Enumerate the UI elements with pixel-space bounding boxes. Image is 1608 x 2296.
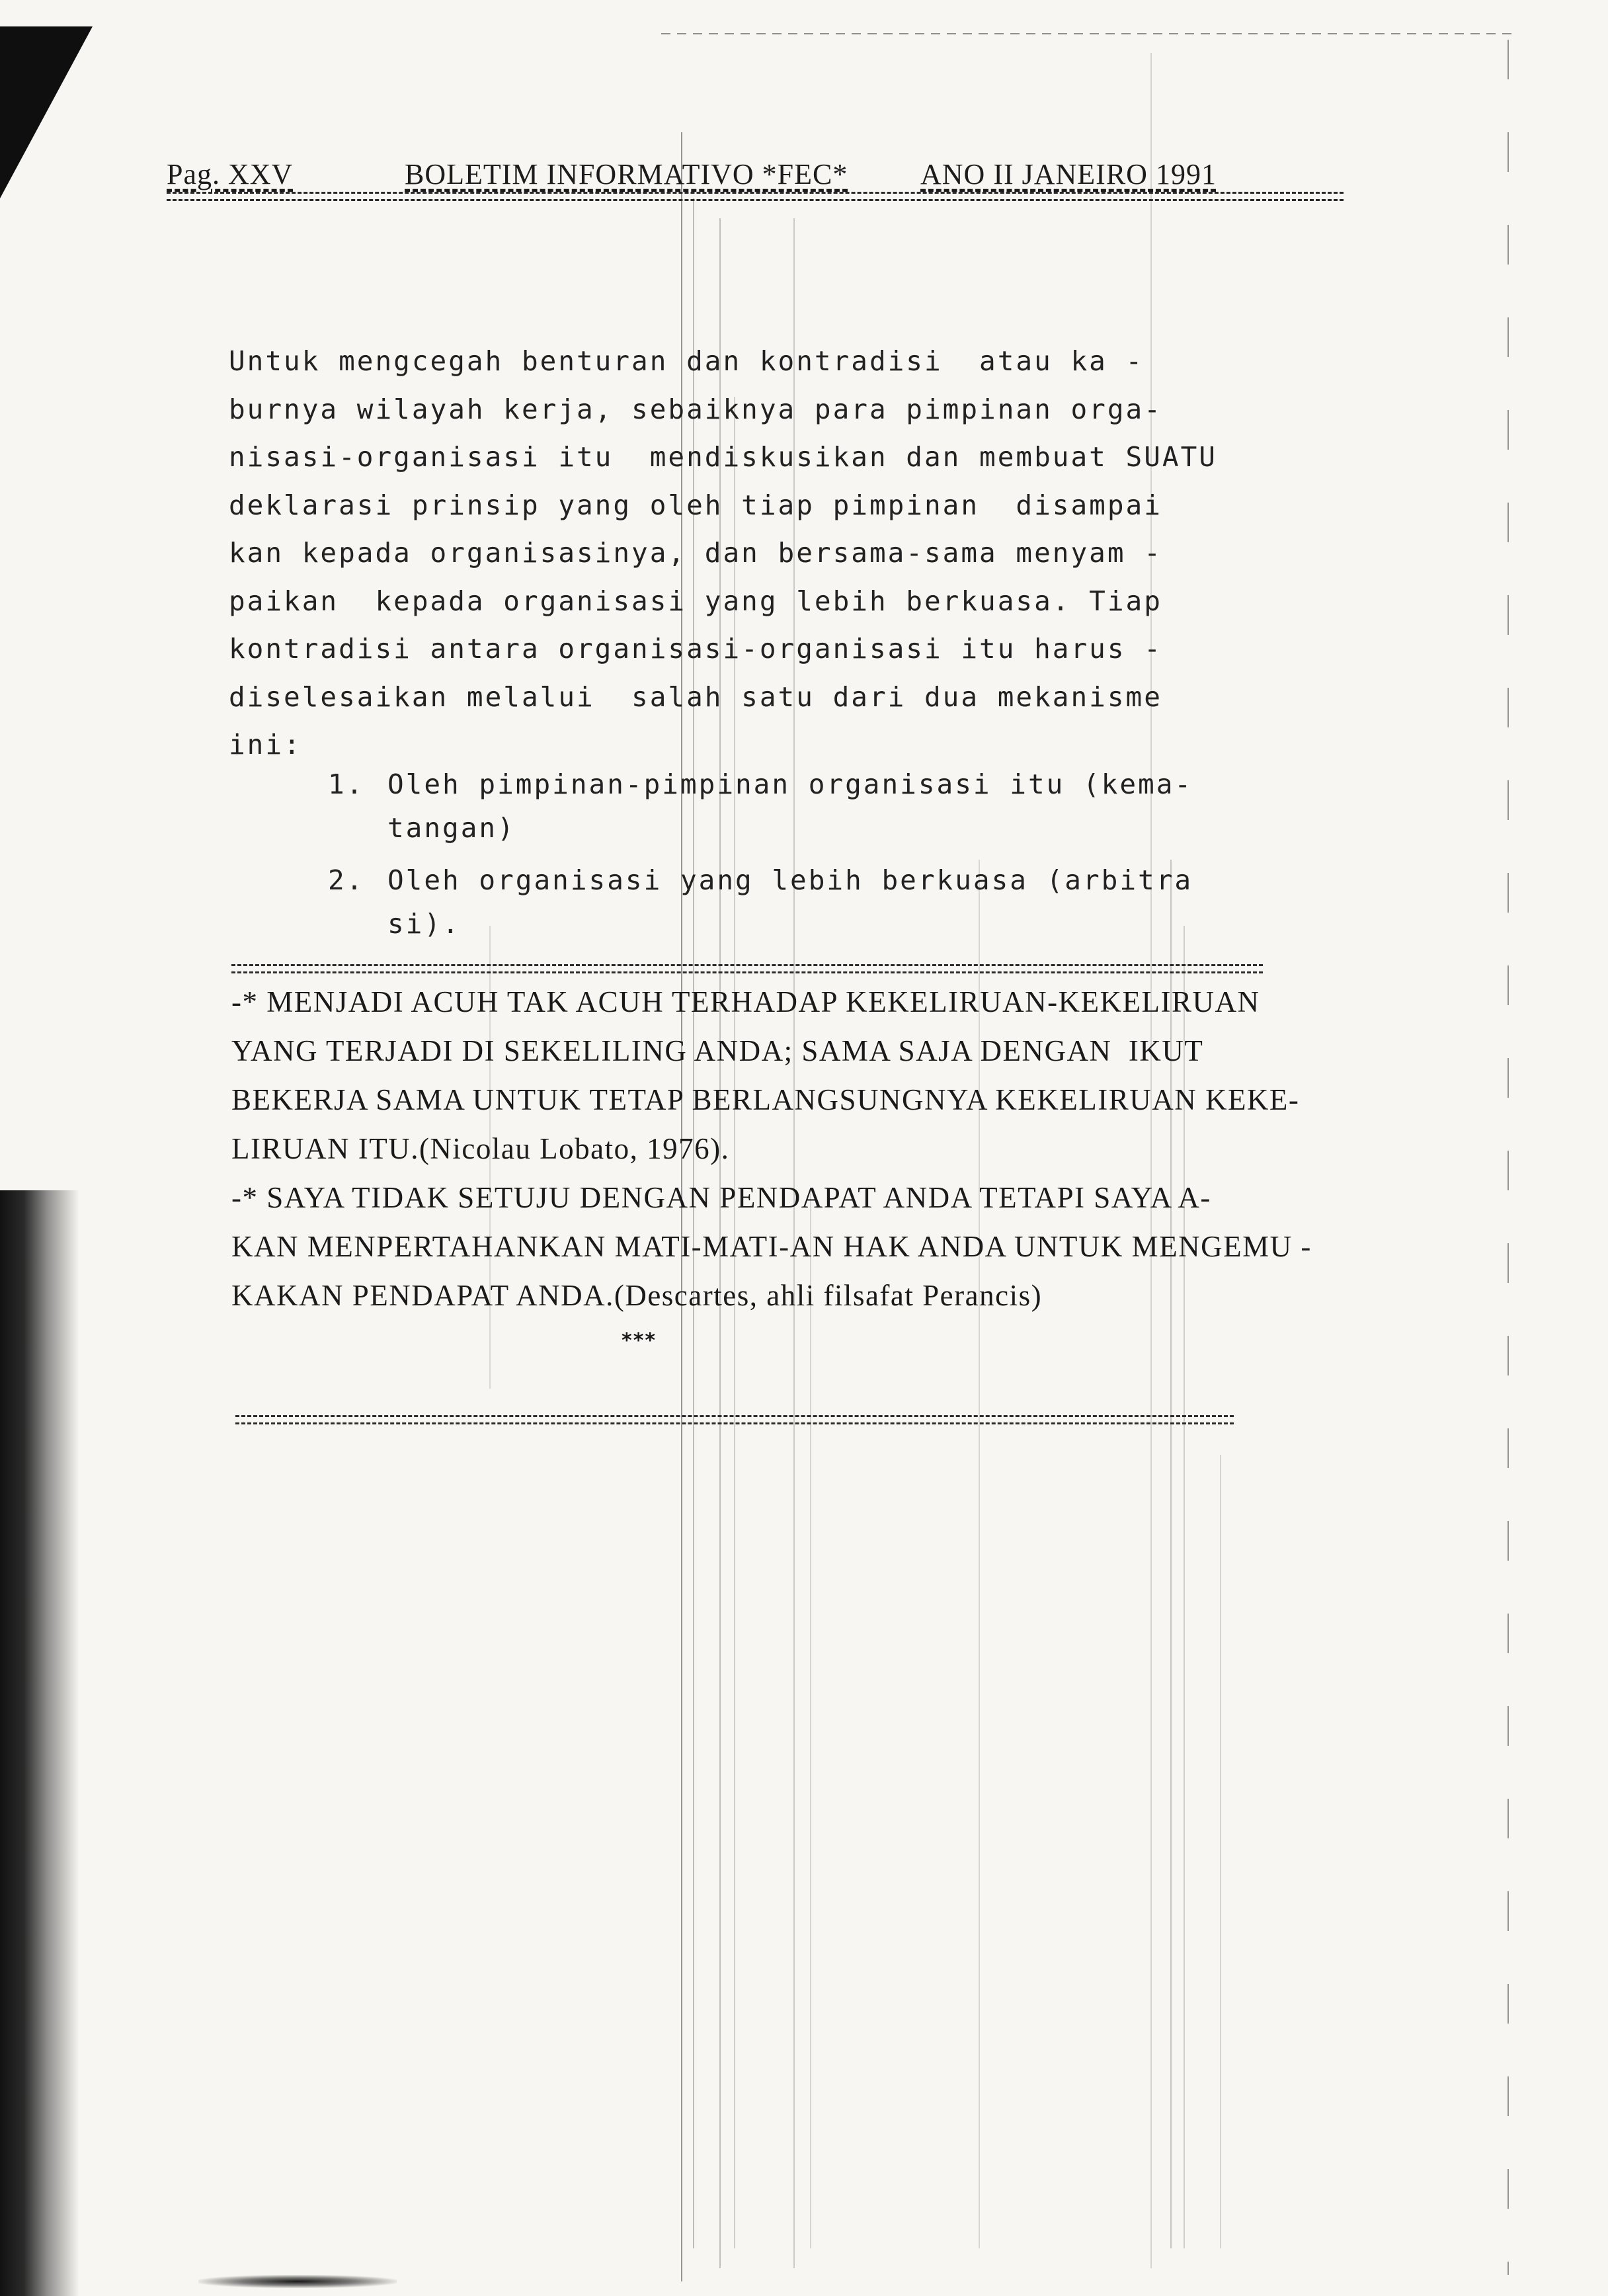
quote-line: KAN MENPERTAHANKAN MATI-MATI-AN HAK ANDA UNTUK MENGEMU - bbox=[231, 1230, 1312, 1263]
header-divider bbox=[167, 192, 1344, 201]
quote-line: -* MENJADI ACUH TAK ACUH TERHADAP KEKELIRUAN-KEKELIRUAN bbox=[231, 985, 1260, 1018]
scan-right-edge bbox=[1508, 40, 1509, 2275]
quote-line: LIRUAN ITU.(Nicolau Lobato, 1976). bbox=[231, 1132, 730, 1165]
paragraph-line: burnya wilayah kerja, sebaiknya para pimpinan orga- bbox=[229, 393, 1162, 425]
section-divider bbox=[231, 964, 1263, 973]
issue-date: ANO II JANEIRO 1991 bbox=[920, 158, 1217, 190]
footer-divider bbox=[235, 1415, 1234, 1424]
list-text: Oleh pimpinan-pimpinan organisasi itu (kema- bbox=[387, 768, 1193, 800]
quotes-block bbox=[231, 977, 1312, 1320]
paragraph-line: Untuk mengcegah benturan dan kontradisi atau ka - bbox=[229, 345, 1145, 377]
bulletin-title: BOLETIM INFORMATIVO *FEC* bbox=[405, 158, 848, 190]
paragraph-line: kan kepada organisasinya, dan bersama-sama menyam - bbox=[229, 537, 1162, 569]
scan-streak bbox=[810, 1190, 811, 2248]
scan-corner-triangle bbox=[0, 0, 106, 212]
paragraph-line: kontradisi antara organisasi-organisasi itu harus - bbox=[229, 633, 1162, 665]
list-number: 2. bbox=[328, 864, 365, 896]
paragraph-line: nisasi-organisasi itu mendiskusikan dan membuat SUATU bbox=[229, 441, 1217, 473]
separator-stars: *** bbox=[622, 1329, 657, 1352]
list-item bbox=[229, 864, 1260, 960]
list-text: si). bbox=[387, 908, 461, 940]
mechanism-list bbox=[229, 768, 1260, 960]
scan-top-rule bbox=[661, 33, 1514, 34]
scan-streak bbox=[1220, 1455, 1221, 2248]
quote-line: KAKAN PENDAPAT ANDA.(Descartes, ahli filsafat Perancis) bbox=[231, 1279, 1043, 1312]
page-number: Pag. XXV bbox=[167, 158, 294, 190]
quote-line: BEKERJA SAMA UNTUK TETAP BERLANGSUNGNYA KEKELIRUAN KEKE- bbox=[231, 1083, 1300, 1116]
quote-line: YANG TERJADI DI SEKELILING ANDA; SAMA SAJA DENGAN IKUT bbox=[231, 1034, 1204, 1067]
list-text: Oleh organisasi yang lebih berkuasa (arbitra bbox=[387, 864, 1193, 896]
scan-bottom-smear bbox=[198, 2275, 397, 2288]
main-paragraph bbox=[229, 337, 1260, 769]
paragraph-line: diselesaikan melalui salah satu dari dua mekanisme bbox=[229, 680, 1162, 713]
paragraph-line: ini: bbox=[229, 729, 302, 760]
scan-left-edge-smear bbox=[0, 1190, 79, 2296]
quote-line: -* SAYA TIDAK SETUJU DENGAN PENDAPAT ANDA TETAPI SAYA A- bbox=[231, 1181, 1211, 1214]
list-item bbox=[229, 768, 1260, 864]
paragraph-line: paikan kepada organisasi yang lebih berkuasa. Tiap bbox=[229, 585, 1162, 617]
paragraph-line: deklarasi prinsip yang oleh tiap pimpinan disampai bbox=[229, 489, 1162, 521]
list-text: tangan) bbox=[387, 812, 516, 844]
list-number: 1. bbox=[328, 768, 365, 800]
